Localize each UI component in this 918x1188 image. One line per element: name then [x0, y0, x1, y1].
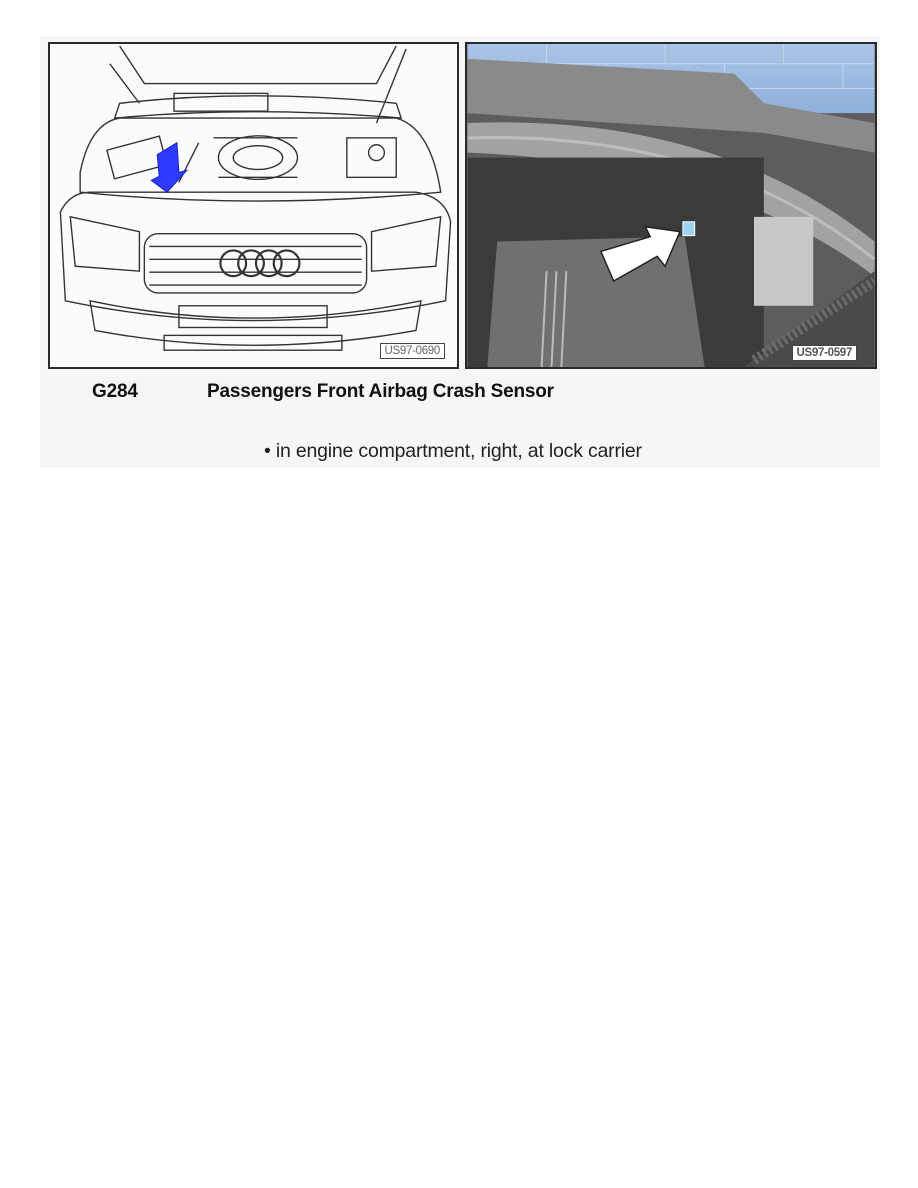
- car-front-line-drawing: [50, 44, 457, 367]
- component-name: Passengers Front Airbag Crash Sensor: [207, 381, 554, 402]
- figure-reference-left: US97-0690: [380, 343, 445, 359]
- engine-photo-figure: [465, 42, 877, 369]
- figure-reference-right: US97-0597: [792, 345, 857, 361]
- component-code: G284: [92, 381, 138, 402]
- lock-carrier-photo: [467, 44, 875, 367]
- engine-diagram-figure: [48, 42, 459, 369]
- location-bullet: • in engine compartment, right, at lock carrier: [264, 440, 642, 462]
